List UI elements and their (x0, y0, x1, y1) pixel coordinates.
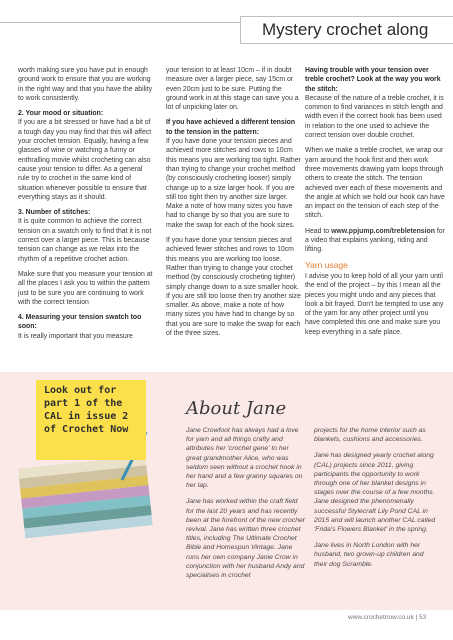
paragraph: Make sure that you measure your tension at all the places I ask you to within the pattern just to be sure you are continuing to work with the correct tension (18, 270, 153, 306)
paragraph (305, 227, 445, 255)
paragraph: When we make a treble crochet, we wrap our yarn around the hook first and then work three movements drawing yarn loops through others to create the stitch. The tension achieved over each of these movements and the angle at which we hold our hook can have an impact on the tension of each step of the stitch. (305, 147, 445, 220)
column-1 (18, 66, 154, 347)
paragraph: I advise you to keep hold of all your yarn until the end of the project – by this I mean all the pieces you might undo and any pieces that look a bit frayed. Don't be tempted to use any of the yarn for any other project until you have completed this one and make sure you keep everything in a safe place. (305, 272, 444, 336)
paragraph: Jane lives in North London with her husband, two grown-up children and their dog Scramble. (314, 542, 424, 568)
section-heading: Having trouble with your tension over treble crochet? Look at the way you work the stitch: (305, 67, 441, 93)
paragraph: It is really important that you measure (18, 332, 133, 340)
section-heading: 3. Number of stitches: (18, 209, 91, 217)
paragraph: Because of the nature of a treble crochet, it is common to find variances in stitch length and width even if the correct hook has been used in relation to the one used to achieve the correct tension over double crochet. (305, 94, 444, 140)
text: Head to (305, 227, 332, 235)
paragraph: your tension to at least 10cm – if in doubt measure over a larger piece, say 15cm or even 20cm just to be sure. Putting the ground work in at this stage can save you a lot of unpicking later on. (166, 67, 299, 112)
paragraph: Jane has designed yearly crochet along (CAL) projects since 2011, giving participants the opportunity to work through one of her blanket designs in stages over the course of a few months. Jane designed the phenomenally successful Stylecraft Lily Pond CAL in 2015 and will launch another CAL called 'Frida's Flowers Blanket' in the spring. (314, 452, 436, 534)
paragraph: worth making sure you have put in enough ground work to ensure that you are working in the right way and that you have the ability to work consistently. (18, 67, 153, 102)
about-column-2 (314, 426, 436, 576)
paragraph: It is quite common to achieve the correct tension on a swatch only to find that it is not correct over a larger piece. This is because tension can change as we relax into the rhythm of a repetitive crochet action. (18, 218, 152, 263)
cal-callout-text: Look out for part 1 of the CAL in issue 2 of Crochet Now (44, 385, 129, 435)
column-3 (305, 66, 445, 343)
section-heading-yarn: Yarn usage (305, 259, 348, 270)
column-2 (166, 66, 302, 344)
about-column-1 (186, 426, 306, 587)
section-heading: If you have achieved a different tension to the tension in the pattern: (166, 119, 296, 136)
paragraph: If you are a bit stressed or have had a bit of a tough day you may find that this will affect your crochet tension. Equally, having a few glasses of wine or watching a funny or enthralling movie whilst crocheting can also cause your tension to differ. As a general rule try to crochet in the same kind of situation whenever possible to ensure that everything stays as it should. (18, 119, 152, 201)
paragraph: If you have done your tension pieces and achieved more stitches and rows to 10cm this means you are working too tight. Rather than trying to change your crochet method (by consciously crocheting looser) simply change up to a size larger hook. If you are still too tight then try another size larger. Make a note of how many sizes you have had to change by so that you are sure to make the swap for each of the hook sizes. (166, 138, 301, 229)
page-title: Mystery crochet along (262, 20, 429, 39)
video-link[interactable]: www.ppjump.com/trebletension (331, 227, 435, 235)
section-heading: 2. Your mood or situation: (18, 110, 104, 118)
section-heading: 4. Measuring your tension swatch too soon: (18, 314, 142, 331)
page-footer: www.crochetnow.co.uk | 53 (348, 614, 427, 621)
paragraph: If you have done your tension pieces and achieved fewer stitches and rows to 10cm this means you are working too loose. Rather than trying to change your crochet method (by consciously crocheting tighter) simply change down to a size smaller hook. If you are still too loose then try another size smaller. As above, make a note of how many sizes you have had to change by so that you are sure to make the swap for each of the three sizes. (166, 237, 301, 338)
paragraph: Jane has worked within the craft field for the last 20 years and has recently been at the forefront of the new crochet revival. Jane has written three crochet titles, including The Ultimate Crochet Bible and Homespun Vintage. Jane runs her own company Janie Crow in conjunction with her husband Andy and specialises in crochet (186, 498, 305, 580)
about-title: About Jane (186, 398, 287, 419)
text: for a video that explains yanking, riding and lifting. (305, 227, 445, 254)
paragraph: projects for the home interior such as blankets, cushions and accessories. (314, 427, 426, 444)
paragraph: Jane Crowfoot has always had a love for yarn and all things crafty and attributes her 'crochet gene' to her great grandmother Alice, who was seldom seen without a crochet hook in her hand and a few granny squares on her lap. (186, 427, 303, 490)
